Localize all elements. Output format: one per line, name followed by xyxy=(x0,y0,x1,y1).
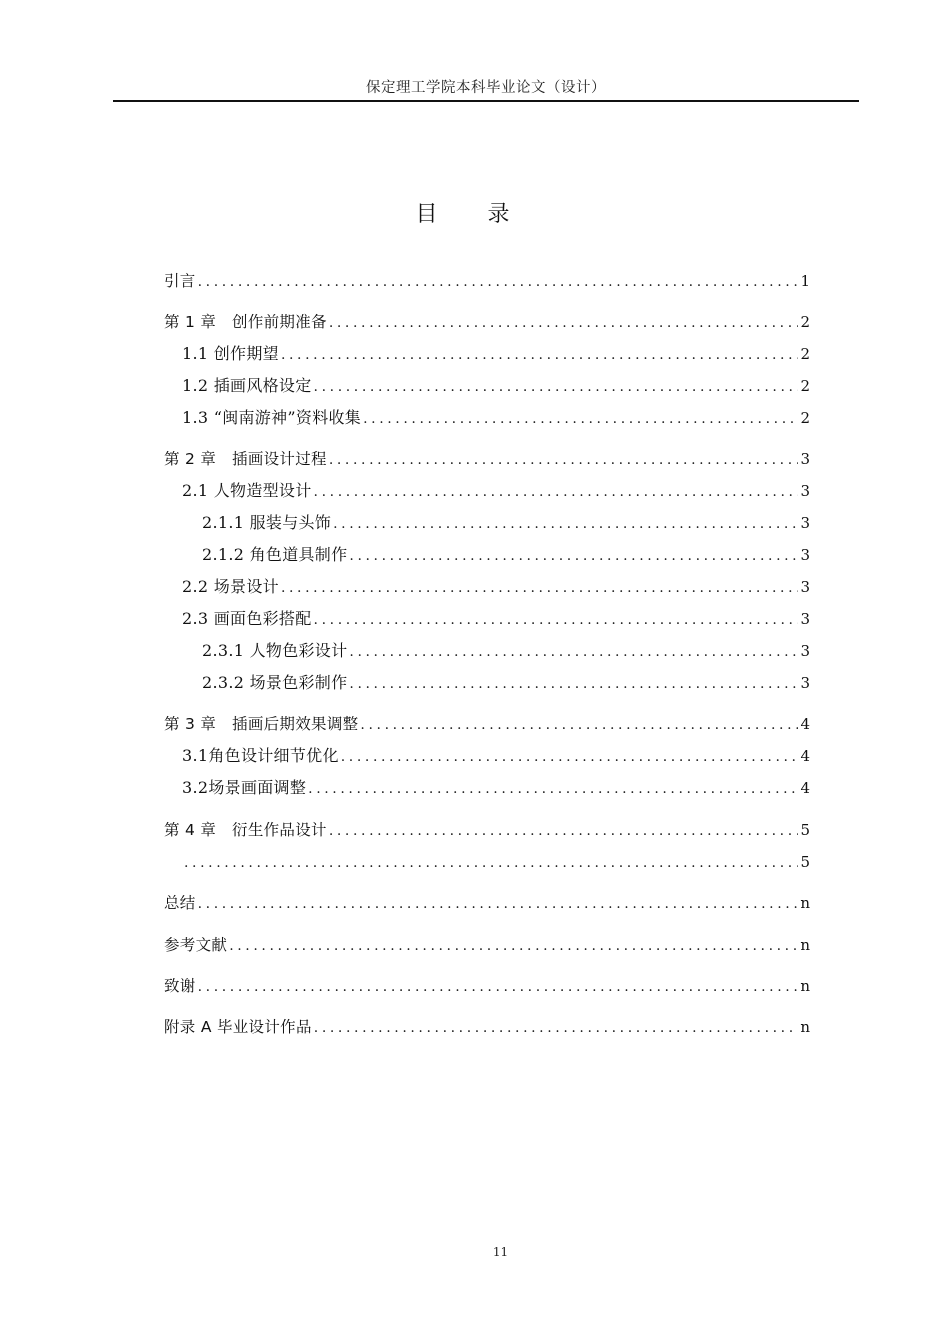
toc-entry-label: 致谢 xyxy=(164,977,196,995)
toc-entry-page: n xyxy=(800,1018,810,1036)
toc-entry-label: 3.1角色设计细节优化 xyxy=(182,746,339,765)
toc-entry[interactable] xyxy=(182,342,810,366)
toc-dot-leader xyxy=(312,376,798,398)
toc-entry-page: 2 xyxy=(800,377,810,395)
toc-dot-leader xyxy=(327,449,798,471)
toc-entry-label: 总结 xyxy=(164,894,196,912)
toc-entry[interactable] xyxy=(182,850,810,874)
toc-entry[interactable] xyxy=(182,406,810,430)
toc-entry-page: 1 xyxy=(800,272,810,290)
toc-entry-label: 参考文献 xyxy=(164,936,228,954)
toc-entry-label: 1.3 “闽南游神”资料收集 xyxy=(182,408,362,427)
toc-entry-label: 第 2 章 插画设计过程 xyxy=(164,450,327,468)
toc-entry-label: 1.1 创作期望 xyxy=(182,344,279,363)
toc-entry-label: 2.3.1 人物色彩设计 xyxy=(202,641,348,660)
toc-entry-page: 3 xyxy=(800,642,810,660)
toc-dot-leader xyxy=(347,545,798,567)
toc-entry[interactable] xyxy=(182,776,810,800)
toc-entry-label: 2.3.2 场景色彩制作 xyxy=(202,673,348,692)
toc-dot-leader xyxy=(327,820,798,842)
toc-entry-label: 第 3 章 插画后期效果调整 xyxy=(164,715,359,733)
toc-entry-label: 2.1.1 服装与头饰 xyxy=(202,513,332,532)
toc-dot-leader xyxy=(347,673,798,695)
toc-entry[interactable] xyxy=(202,543,810,567)
toc-entry[interactable] xyxy=(164,818,810,842)
toc-entry[interactable] xyxy=(164,974,810,998)
toc-entry-label: 2.2 场景设计 xyxy=(182,577,279,596)
page-number: 11 xyxy=(492,1245,509,1259)
toc-dot-leader xyxy=(227,935,798,957)
toc-entry-label: 1.2 插画风格设定 xyxy=(182,376,312,395)
toc-dot-leader xyxy=(358,714,798,736)
toc-entry[interactable] xyxy=(202,671,810,695)
toc-title: 目录 xyxy=(415,202,560,227)
toc-dot-leader xyxy=(196,271,798,293)
header-rule xyxy=(113,100,859,102)
toc-entry-label: 2.1.2 角色道具制作 xyxy=(202,545,348,564)
toc-entry-label: 2.3 画面色彩搭配 xyxy=(182,609,312,628)
toc-entry-page: 4 xyxy=(800,747,810,765)
toc-dot-leader xyxy=(312,1017,798,1039)
toc-entry-page: 3 xyxy=(800,514,810,532)
toc-entry-label: 引言 xyxy=(164,272,196,290)
toc-entry-page: 2 xyxy=(800,409,810,427)
toc-entry[interactable] xyxy=(182,374,810,398)
toc-entry-page: 2 xyxy=(800,313,810,331)
toc-dot-leader xyxy=(331,513,798,535)
toc-entry[interactable] xyxy=(182,607,810,631)
toc-entry-label: 附录 A 毕业设计作品 xyxy=(164,1018,312,1036)
toc-dot-leader xyxy=(347,641,798,663)
toc-entry[interactable] xyxy=(182,744,810,768)
toc-entry-page: 3 xyxy=(800,578,810,596)
toc-dot-leader xyxy=(327,312,798,334)
toc-dot-leader xyxy=(339,746,798,768)
toc-dot-leader xyxy=(306,778,798,800)
toc-entry[interactable] xyxy=(164,269,810,293)
toc-entry-label: 3.2场景画面调整 xyxy=(182,778,307,797)
toc-entry[interactable] xyxy=(164,891,810,915)
toc-dot-leader xyxy=(196,893,798,915)
toc-entry[interactable] xyxy=(164,933,810,957)
toc-entry-page: 5 xyxy=(800,853,810,871)
toc-dot-leader xyxy=(279,344,798,366)
toc-entry-page: 4 xyxy=(800,715,810,733)
toc-entry-page: 5 xyxy=(800,821,810,839)
toc-entry-label: 第 4 章 衍生作品设计 xyxy=(164,821,327,839)
toc-entry[interactable] xyxy=(182,479,810,503)
toc-dot-leader xyxy=(312,481,798,503)
toc-entry[interactable] xyxy=(164,447,810,471)
toc-entry-page: n xyxy=(800,936,810,954)
toc-entry[interactable] xyxy=(202,511,810,535)
toc-dot-leader xyxy=(196,976,798,998)
toc-dot-leader xyxy=(182,852,798,874)
toc-entry-label: 第 1 章 创作前期准备 xyxy=(164,313,327,331)
toc-entry-page: 3 xyxy=(800,450,810,468)
toc-entry-page: 3 xyxy=(800,610,810,628)
toc-entry-page: 3 xyxy=(800,674,810,692)
toc-entry-label: 2.1 人物造型设计 xyxy=(182,481,312,500)
toc-entry-page: n xyxy=(800,894,810,912)
toc-dot-leader xyxy=(279,577,798,599)
toc-entry[interactable] xyxy=(202,639,810,663)
toc-entry-page: 4 xyxy=(800,779,810,797)
page-header-title: 保定理工学院本科毕业论文（设计） xyxy=(366,80,606,96)
toc-entry-page: 3 xyxy=(800,482,810,500)
toc-dot-leader xyxy=(312,609,798,631)
toc-dot-leader xyxy=(361,408,798,430)
toc-entry-page: 3 xyxy=(800,546,810,564)
toc-entry[interactable] xyxy=(164,712,810,736)
toc-entry[interactable] xyxy=(164,1015,810,1039)
toc-entry-page: n xyxy=(800,977,810,995)
toc-entry[interactable] xyxy=(164,310,810,334)
toc-entry[interactable] xyxy=(182,575,810,599)
toc-entry-page: 2 xyxy=(800,345,810,363)
